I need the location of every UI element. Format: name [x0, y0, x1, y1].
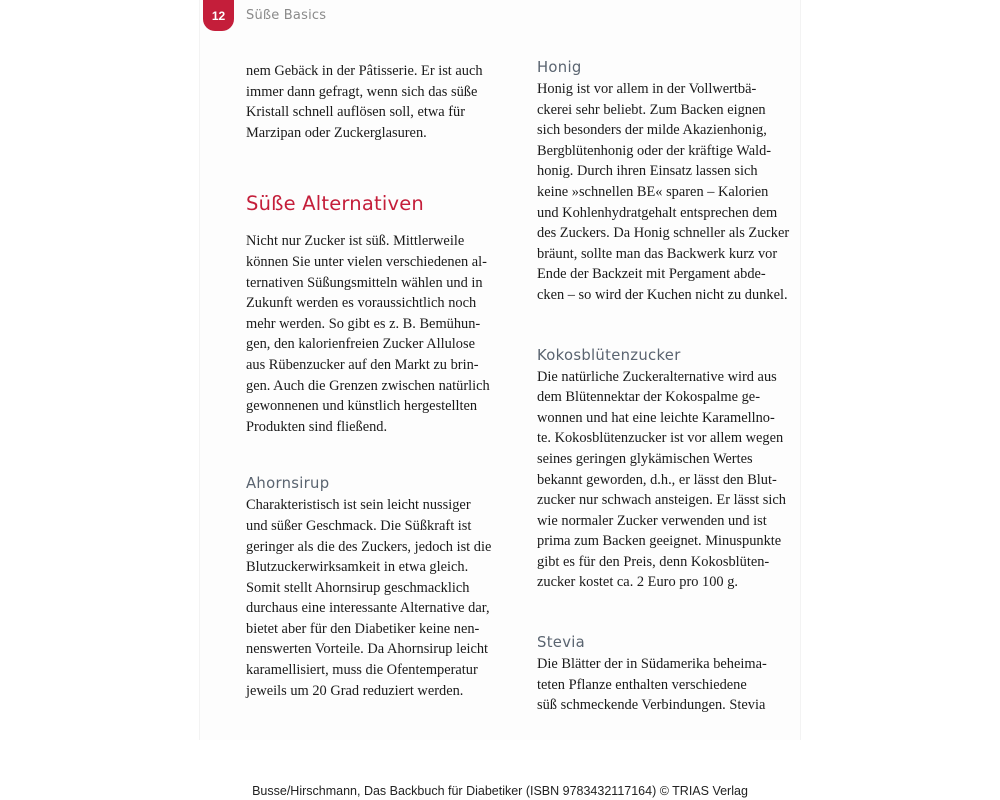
left-column: [246, 61, 514, 701]
text-line: gewonnenen und künstlich hergestellten: [246, 398, 478, 415]
text-line: jeweils um 20 Grad reduziert werden.: [246, 682, 464, 699]
section-paragraph: [246, 231, 514, 437]
text-line: des Zuckers. Da Honig schneller als Zucker: [537, 225, 790, 242]
text-line: ternativen Süßungsmitteln wählen und in: [246, 274, 483, 291]
text-line: gen. Auch die Grenzen zwischen natürlich: [246, 377, 490, 394]
text-line: honig. Durch ihren Einsatz lassen sich: [537, 163, 758, 180]
text-line: und süßer Geschmack. Die Süßkraft ist: [246, 517, 472, 534]
running-head: Süße Basics: [246, 8, 327, 23]
text-line: durchaus eine interessante Alternative dar,: [246, 600, 490, 617]
intro-paragraph: [246, 61, 514, 143]
ahornsirup-paragraph: [246, 495, 514, 701]
text-line: süß schmeckende Verbindungen. Stevia: [537, 697, 766, 714]
right-column: [537, 58, 805, 716]
subheading-honig: Honig: [537, 59, 582, 76]
text-line: geringer als die des Zuckers, jedoch ist die: [246, 538, 492, 555]
text-line: zucker kostet ca. 2 Euro pro 100 g.: [537, 574, 739, 591]
text-line: Die Blätter der in Südamerika beheima-: [537, 656, 767, 673]
text-line: Blutzuckerwirksamkeit in etwa gleich.: [246, 559, 469, 576]
text-line: gibt es für den Preis, denn Kokosblüten-: [537, 553, 770, 570]
page-number-badge: 12: [203, 0, 234, 31]
text-line: cken – so wird der Kuchen nicht zu dunkel.: [537, 286, 788, 303]
text-line: Zukunft werden es voraussichtlich noch: [246, 295, 477, 312]
text-line: seines geringen glykämischen Wertes: [537, 450, 753, 467]
text-line: Nicht nur Zucker ist süß. Mittlerweile: [246, 233, 465, 250]
footer-citation: Busse/Hirschmann, Das Backbuch für Diabetiker (ISBN 9783432117164) © TRIAS Verlag: [252, 784, 748, 798]
text-line: nem Gebäck in der Pâtisserie. Er ist auch: [246, 63, 483, 79]
text-line: Charakteristisch ist sein leicht nussiger: [246, 497, 471, 514]
text-line: können Sie unter vielen verschiedenen al-: [246, 253, 487, 270]
text-line: Ende der Backzeit mit Pergament abde-: [537, 266, 766, 283]
honig-paragraph: [537, 79, 805, 306]
subheading-kokosbluetenzucker: Kokosblütenzucker: [537, 346, 681, 364]
text-line: aus Rübenzucker auf den Markt zu brin-: [246, 356, 479, 373]
kokos-paragraph: [537, 367, 805, 594]
text-line: prima zum Backen geeignet. Minuspunkte: [537, 533, 782, 550]
subheading-stevia: Stevia: [537, 634, 586, 652]
text-line: sich besonders der milde Akazienhonig,: [537, 122, 767, 139]
page-header: [200, 0, 800, 32]
text-line: Die natürliche Zuckeralternative wird aus: [537, 368, 777, 385]
text-line: wie normaler Zucker verwenden und ist: [537, 512, 767, 529]
text-line: Produkten sind fließend.: [246, 418, 388, 435]
text-line: immer dann gefragt, wenn sich das süße: [246, 83, 478, 100]
subheading-ahornsirup: Ahornsirup: [246, 475, 330, 493]
text-line: te. Kokosblütenzucker ist vor allem wegen: [537, 430, 784, 447]
text-line: bräunt, sollte man das Backwerk kurz vor: [537, 245, 778, 262]
text-line: Bergblütenhonig oder der kräftige Wald-: [537, 142, 772, 159]
section-title: Süße Alternativen: [246, 192, 424, 216]
text-line: Honig ist vor allem in der Vollwertbä-: [537, 81, 757, 97]
text-line: karamellisiert, muss die Ofentemperatur: [246, 662, 478, 679]
text-line: Kristall schnell auflösen soll, etwa für: [246, 104, 466, 121]
text-line: Marzipan oder Zuckerglasuren.: [246, 124, 427, 141]
text-line: bietet aber für den Diabetiker keine nen-: [246, 620, 480, 637]
text-line: und Kohlenhydratgehalt entsprechen dem: [537, 204, 778, 221]
text-line: mehr werden. So gibt es z. B. Bemühun-: [246, 315, 481, 332]
text-line: teten Pflanze enthalten verschiedene: [537, 676, 747, 693]
text-line: gen, den kalorienfreien Zucker Allulose: [246, 336, 475, 353]
text-line: nenswerten Vorteile. Da Ahornsirup leicht: [246, 641, 489, 658]
text-line: ckerei sehr beliebt. Zum Backen eignen: [537, 101, 766, 118]
text-line: wonnen und hat eine leichte Karamellno-: [537, 409, 775, 426]
text-line: dem Blütennektar der Kokospalme ge-: [537, 389, 760, 406]
text-line: Somit stellt Ahornsirup geschmacklich: [246, 579, 470, 596]
text-line: keine »schnellen BE« sparen – Kalorien: [537, 183, 769, 200]
text-line: bekannt geworden, d.h., er lässt den Blut-: [537, 471, 777, 488]
text-line: zucker nur schwach ansteigen. Er lässt sich: [537, 492, 786, 509]
stevia-paragraph: [537, 654, 805, 716]
